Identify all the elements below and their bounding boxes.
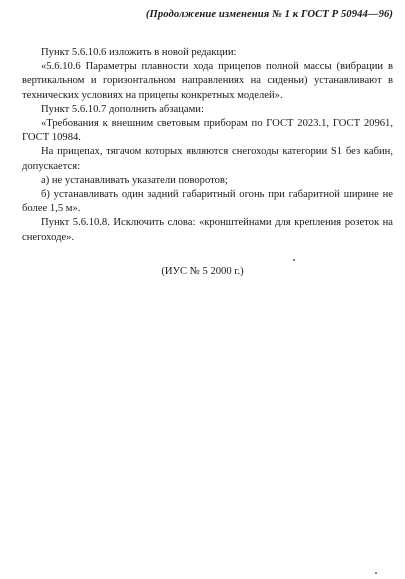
page-header: (Продолжение изменения № 1 к ГОСТ Р 50944—96) [145,9,393,20]
paragraph: «5.6.10.6 Параметры плавности хода прицепов полной массы (вибрации в вертикальном и горизонтальном направлениях на сиденьи) устанавливают в технических условиях на прицепы конкретных моделей». [22,61,393,101]
paragraph: Пункт 5.6.10.6 изложить в новой редакции: [41,47,237,58]
paragraph: На прицепах, тягачом которых являются снегоходы категории S1 без кабин, допускается: [22,146,393,172]
paragraph: «Требования к внешним световым приборам по ГОСТ 2023.1, ГОСТ 20961, ГОСТ 10984. [22,118,393,144]
paragraph: б) устанавливать один задний габаритный огонь при габаритной ширине не более 1,5 м». [22,189,393,215]
paragraph: Пункт 5.6.10.7 дополнить абзацами: [41,103,204,115]
publication-reference: (ИУС № 5 2000 г.) [161,266,244,277]
scan-speck [375,572,377,574]
paragraph: Пункт 5.6.10.8. Исключить слова: «кронштейнами для крепления розеток на снегоходе». [22,217,393,243]
scan-speck [293,259,295,261]
paragraph: а) не устанавливать указатели поворотов; [41,174,228,186]
document-body [22,46,393,245]
